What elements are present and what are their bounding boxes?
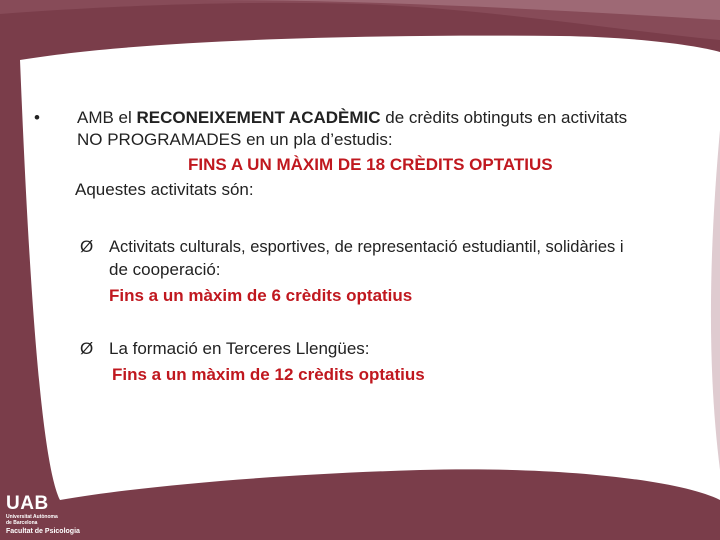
paragraph-line-2: NO PROGRAMADES en un pla d’estudis: bbox=[77, 130, 393, 149]
para1-suffix: de crèdits obtinguts en activitats bbox=[380, 108, 628, 127]
paragraph-highlight: FINS A UN MÀXIM DE 18 CRÈDITS OPTATIUS bbox=[188, 155, 553, 174]
bullet-dot: • bbox=[34, 108, 40, 127]
paragraph-line-1 bbox=[77, 107, 627, 129]
sub-item-1-line-1: Activitats culturals, esportives, de representació estudiantil, solidàries i bbox=[109, 238, 624, 256]
logo-sub-1: Universitat Autònoma bbox=[6, 514, 58, 520]
uab-logo bbox=[6, 494, 86, 538]
para1-bold: RECONEIXEMENT ACADÈMIC bbox=[136, 108, 381, 127]
sub-item-1-highlight: Fins a un màxim de 6 crèdits optatius bbox=[109, 286, 413, 305]
paragraph-line-4: Aquestes activitats són: bbox=[75, 180, 254, 199]
sub-item-1-line-2: de cooperació: bbox=[109, 260, 221, 279]
faculty-name: Facultat de Psicologia bbox=[6, 528, 80, 535]
arrow-icon: Ø bbox=[80, 339, 94, 358]
sub-item-2-line-1: La formació en Terceres Llengües: bbox=[109, 339, 370, 358]
para1-prefix: AMB el bbox=[77, 108, 137, 127]
sub-item-2-highlight: Fins a un màxim de 12 crèdits optatius bbox=[112, 365, 425, 384]
logo-sub-2: de Barcelona bbox=[6, 520, 38, 526]
arrow-icon: Ø bbox=[80, 237, 94, 256]
logo-wordmark: UAB bbox=[6, 493, 49, 514]
